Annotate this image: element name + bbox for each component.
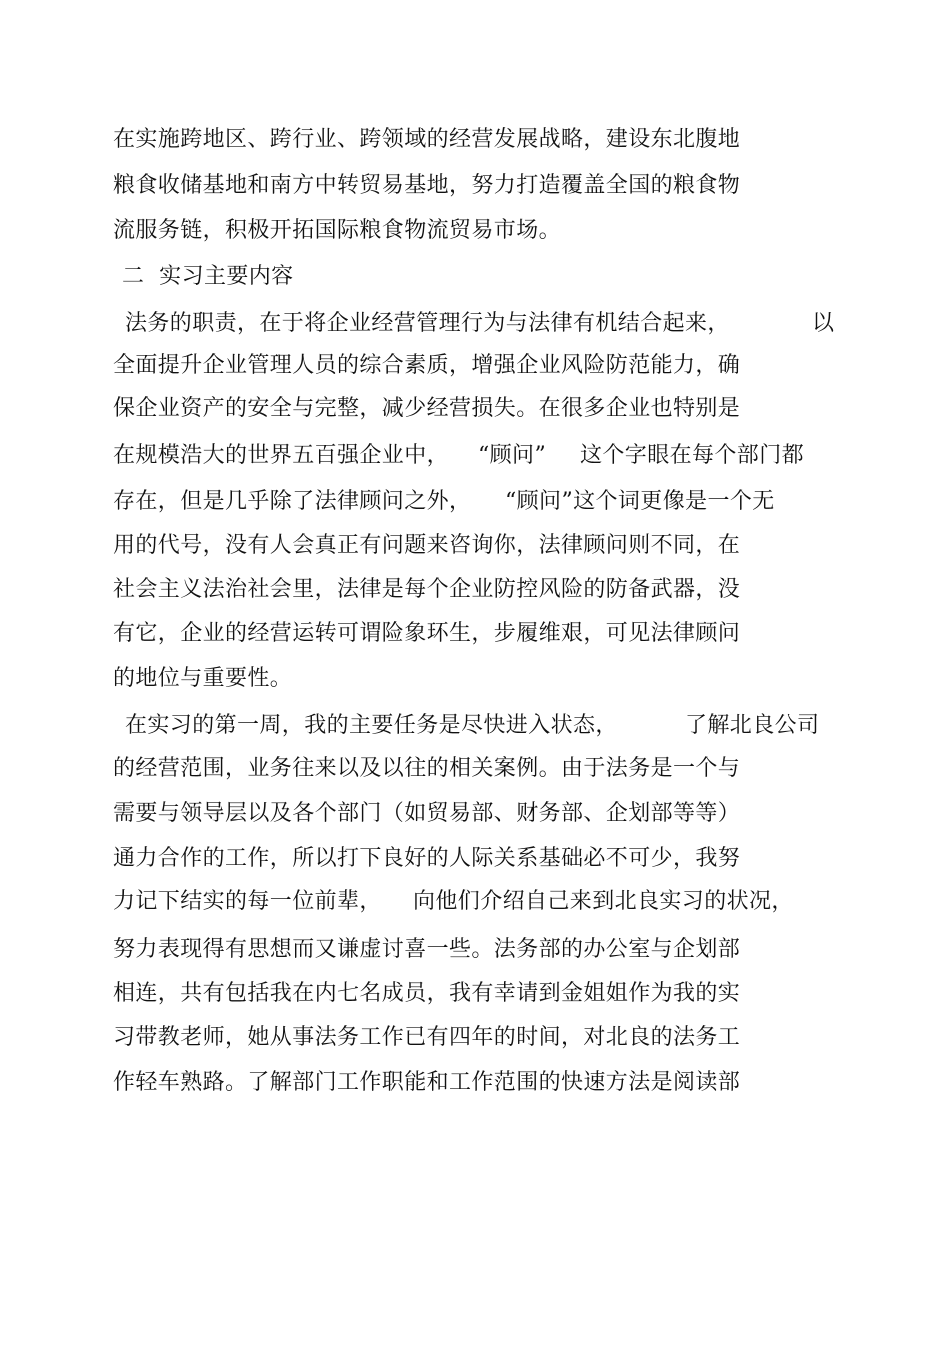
text-line: 用的代号，没有人会真正有问题来咨询你，法律顾问则不同，在 <box>113 533 741 558</box>
text-line: 力记下结实的每一位前辈， <box>113 889 382 914</box>
text-line: 相连，共有包括我在内七名成员，我有幸请到金姐姐作为我的实 <box>113 981 741 1006</box>
text-line: 的地位与重要性。 <box>113 666 293 691</box>
text-line: 法务的职责，在于将企业经营管理行为与法律有机结合起来， <box>125 311 730 336</box>
text-line: 在实习的第一周，我的主要任务是尽快进入状态， <box>125 713 618 738</box>
text-line: 在规模浩大的世界五百强企业中， <box>113 443 450 468</box>
quoted-term: “顾问” <box>478 443 547 468</box>
text-line: 有它，企业的经营运转可谓险象环生，步履维艰，可见法律顾问 <box>113 621 741 646</box>
text-line: 流服务链，积极开拓国际粮食物流贸易市场。 <box>113 218 562 243</box>
text-line: 社会主义法治社会里，法律是每个企业防控风险的防备武器，没 <box>113 577 741 602</box>
section-heading: 二 实习主要内容 <box>122 264 294 289</box>
text-fragment: “顾问”这个词更像是一个无 <box>505 489 775 514</box>
text-fragment: 了解北良公司 <box>685 713 820 738</box>
text-fragment: 以 <box>812 311 835 336</box>
text-line: 全面提升企业管理人员的综合素质，增强企业风险防范能力，确 <box>113 353 741 378</box>
text-line: 通力合作的工作，所以打下良好的人际关系基础必不可少，我努 <box>113 846 741 871</box>
text-fragment: 这个字眼在每个部门都 <box>580 443 805 468</box>
text-line: 努力表现得有思想而又谦虚讨喜一些。法务部的办公室与企划部 <box>113 937 741 962</box>
text-line: 存在，但是几乎除了法律顾问之外， <box>113 489 472 514</box>
text-line: 粮食收储基地和南方中转贸易基地，努力打造覆盖全国的粮食物 <box>113 173 741 198</box>
text-line: 作轻车熟路。了解部门工作职能和工作范围的快速方法是阅读部 <box>113 1070 741 1095</box>
text-fragment: 向他们介绍自己来到北良实习的状况， <box>413 889 794 914</box>
text-line: 保企业资产的安全与完整，减少经营损失。在很多企业也特别是 <box>113 396 741 421</box>
text-line: 的经营范围，业务往来以及以往的相关案例。由于法务是一个与 <box>113 756 741 781</box>
text-line: 需要与领导层以及各个部门（如贸易部、财务部、企划部等等） <box>113 801 741 826</box>
text-line: 习带教老师，她从事法务工作已有四年的时间，对北良的法务工 <box>113 1025 741 1050</box>
text-line: 在实施跨地区、跨行业、跨领域的经营发展战略，建设东北腹地 <box>113 127 741 152</box>
